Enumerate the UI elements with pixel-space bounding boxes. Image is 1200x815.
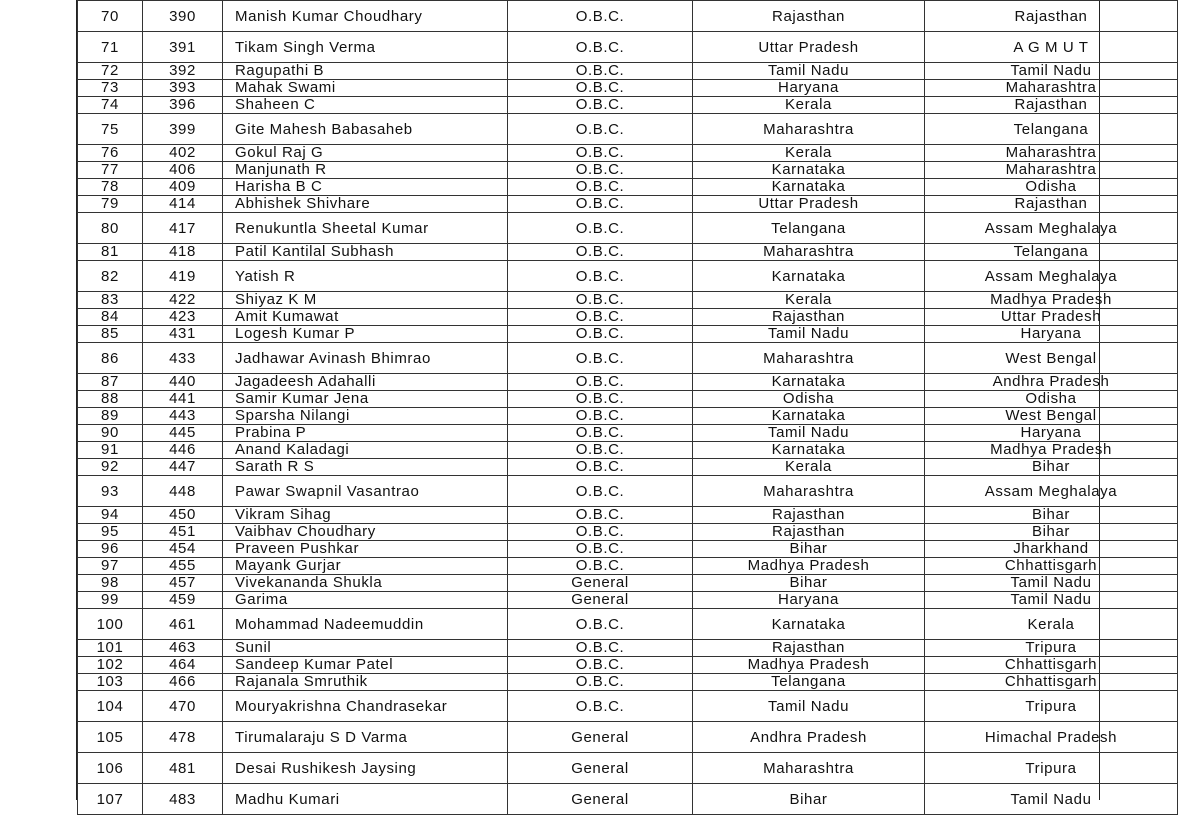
allocated-cadre-cell: Himachal Pradesh [925,722,1178,753]
allocated-cadre-cell: Chhattisgarh [925,674,1178,691]
serial-number-cell: 94 [78,507,143,524]
allocated-cadre-cell: Odisha [925,179,1178,196]
category-cell: O.B.C. [508,609,693,640]
table-row [78,63,1178,80]
rank-cell: 393 [143,80,223,97]
home-state-cell: Maharashtra [693,244,925,261]
allocated-cadre-cell: Tamil Nadu [925,63,1178,80]
candidate-name-cell: Garima [223,592,508,609]
candidate-name-cell: Vivekananda Shukla [223,575,508,592]
candidate-name-cell: Madhu Kumari [223,784,508,815]
category-cell: O.B.C. [508,507,693,524]
home-state-cell: Maharashtra [693,343,925,374]
candidate-name-cell: Manish Kumar Choudhary [223,1,508,32]
rank-cell: 457 [143,575,223,592]
home-state-cell: Telangana [693,213,925,244]
allocated-cadre-cell: Maharashtra [925,145,1178,162]
candidate-name-cell: Sunil [223,640,508,657]
serial-number-cell: 79 [78,196,143,213]
category-cell: O.B.C. [508,640,693,657]
serial-number-cell: 71 [78,32,143,63]
serial-number-cell: 82 [78,261,143,292]
allocated-cadre-cell: Tripura [925,691,1178,722]
rank-cell: 461 [143,609,223,640]
allocated-cadre-cell: Assam Meghalaya [925,476,1178,507]
allocated-cadre-cell: Tamil Nadu [925,784,1178,815]
home-state-cell: Kerala [693,97,925,114]
category-cell: General [508,753,693,784]
serial-number-cell: 95 [78,524,143,541]
rank-cell: 454 [143,541,223,558]
category-cell: O.B.C. [508,391,693,408]
allocated-cadre-cell: Haryana [925,326,1178,343]
allocated-cadre-cell: Maharashtra [925,80,1178,97]
table-row [78,442,1178,459]
serial-number-cell: 85 [78,326,143,343]
allocated-cadre-cell: Madhya Pradesh [925,292,1178,309]
rank-cell: 464 [143,657,223,674]
table-row [78,575,1178,592]
candidate-name-cell: Prabina P [223,425,508,442]
allocated-cadre-cell: West Bengal [925,343,1178,374]
home-state-cell: Bihar [693,784,925,815]
allocated-cadre-cell: Tripura [925,753,1178,784]
home-state-cell: Kerala [693,459,925,476]
allocated-cadre-cell: Tamil Nadu [925,575,1178,592]
allocated-cadre-cell: West Bengal [925,408,1178,425]
category-cell: O.B.C. [508,425,693,442]
rank-cell: 463 [143,640,223,657]
rank-cell: 402 [143,145,223,162]
candidate-name-cell: Rajanala Smruthik [223,674,508,691]
candidate-name-cell: Ragupathi B [223,63,508,80]
home-state-cell: Kerala [693,292,925,309]
home-state-cell: Maharashtra [693,114,925,145]
serial-number-cell: 102 [78,657,143,674]
candidate-name-cell: Harisha B C [223,179,508,196]
home-state-cell: Maharashtra [693,476,925,507]
table-row [78,114,1178,145]
candidate-name-cell: Vaibhav Choudhary [223,524,508,541]
candidate-name-cell: Sandeep Kumar Patel [223,657,508,674]
category-cell: General [508,722,693,753]
rank-cell: 447 [143,459,223,476]
home-state-cell: Tamil Nadu [693,691,925,722]
serial-number-cell: 98 [78,575,143,592]
rank-cell: 478 [143,722,223,753]
home-state-cell: Kerala [693,145,925,162]
serial-number-cell: 87 [78,374,143,391]
category-cell: O.B.C. [508,261,693,292]
allocated-cadre-cell: Kerala [925,609,1178,640]
table-row [78,326,1178,343]
table-row [78,292,1178,309]
serial-number-cell: 78 [78,179,143,196]
category-cell: O.B.C. [508,476,693,507]
home-state-cell: Odisha [693,391,925,408]
rank-cell: 481 [143,753,223,784]
candidate-name-cell: Mayank Gurjar [223,558,508,575]
rank-cell: 399 [143,114,223,145]
category-cell: O.B.C. [508,63,693,80]
category-cell: General [508,592,693,609]
candidate-name-cell: Shiyaz K M [223,292,508,309]
table-row [78,162,1178,179]
candidate-name-cell: Sparsha Nilangi [223,408,508,425]
rank-cell: 423 [143,309,223,326]
table-row [78,476,1178,507]
rank-cell: 417 [143,213,223,244]
rank-cell: 422 [143,292,223,309]
category-cell: O.B.C. [508,244,693,261]
table-row [78,524,1178,541]
rank-cell: 391 [143,32,223,63]
table-row [78,674,1178,691]
rank-cell: 470 [143,691,223,722]
home-state-cell: Karnataka [693,442,925,459]
table-row [78,32,1178,63]
table-row [78,261,1178,292]
rank-cell: 446 [143,442,223,459]
category-cell: O.B.C. [508,213,693,244]
home-state-cell: Uttar Pradesh [693,32,925,63]
rank-cell: 392 [143,63,223,80]
serial-number-cell: 106 [78,753,143,784]
rank-cell: 414 [143,196,223,213]
category-cell: O.B.C. [508,292,693,309]
candidate-name-cell: Logesh Kumar P [223,326,508,343]
serial-number-cell: 84 [78,309,143,326]
rank-cell: 396 [143,97,223,114]
category-cell: O.B.C. [508,657,693,674]
home-state-cell: Madhya Pradesh [693,558,925,575]
table-row [78,657,1178,674]
candidate-name-cell: Shaheen C [223,97,508,114]
allocated-cadre-cell: Odisha [925,391,1178,408]
rank-cell: 443 [143,408,223,425]
allocated-cadre-cell: A G M U T [925,32,1178,63]
table-row [78,558,1178,575]
rank-cell: 419 [143,261,223,292]
table-row [78,343,1178,374]
home-state-cell: Maharashtra [693,753,925,784]
rank-cell: 450 [143,507,223,524]
home-state-cell: Haryana [693,592,925,609]
rank-cell: 483 [143,784,223,815]
home-state-cell: Bihar [693,575,925,592]
rank-cell: 418 [143,244,223,261]
table-row [78,459,1178,476]
serial-number-cell: 80 [78,213,143,244]
serial-number-cell: 89 [78,408,143,425]
serial-number-cell: 83 [78,292,143,309]
allocated-cadre-cell: Telangana [925,244,1178,261]
table-row [78,145,1178,162]
home-state-cell: Karnataka [693,374,925,391]
home-state-cell: Telangana [693,674,925,691]
category-cell: O.B.C. [508,343,693,374]
serial-number-cell: 91 [78,442,143,459]
category-cell: General [508,784,693,815]
serial-number-cell: 93 [78,476,143,507]
home-state-cell: Rajasthan [693,507,925,524]
candidate-name-cell: Tirumalaraju S D Varma [223,722,508,753]
category-cell: O.B.C. [508,524,693,541]
category-cell: O.B.C. [508,326,693,343]
serial-number-cell: 96 [78,541,143,558]
category-cell: O.B.C. [508,459,693,476]
allocated-cadre-cell: Andhra Pradesh [925,374,1178,391]
candidate-name-cell: Manjunath R [223,162,508,179]
allocated-cadre-cell: Chhattisgarh [925,657,1178,674]
candidate-name-cell: Abhishek Shivhare [223,196,508,213]
table-row [78,425,1178,442]
rank-cell: 445 [143,425,223,442]
category-cell: O.B.C. [508,1,693,32]
home-state-cell: Bihar [693,541,925,558]
rank-cell: 406 [143,162,223,179]
allocated-cadre-cell: Madhya Pradesh [925,442,1178,459]
home-state-cell: Karnataka [693,408,925,425]
allocated-cadre-cell: Tripura [925,640,1178,657]
candidate-name-cell: Anand Kaladagi [223,442,508,459]
rank-cell: 441 [143,391,223,408]
category-cell: O.B.C. [508,442,693,459]
rank-cell: 440 [143,374,223,391]
rank-cell: 466 [143,674,223,691]
category-cell: O.B.C. [508,162,693,179]
serial-number-cell: 99 [78,592,143,609]
candidate-name-cell: Vikram Sihag [223,507,508,524]
table-row [78,179,1178,196]
category-cell: O.B.C. [508,32,693,63]
serial-number-cell: 75 [78,114,143,145]
category-cell: O.B.C. [508,558,693,575]
home-state-cell: Madhya Pradesh [693,657,925,674]
serial-number-cell: 73 [78,80,143,97]
category-cell: O.B.C. [508,408,693,425]
table-row [78,784,1178,815]
allocated-cadre-cell: Telangana [925,114,1178,145]
table-row [78,609,1178,640]
allocated-cadre-cell: Haryana [925,425,1178,442]
table-row [78,722,1178,753]
serial-number-cell: 76 [78,145,143,162]
home-state-cell: Uttar Pradesh [693,196,925,213]
serial-number-cell: 104 [78,691,143,722]
category-cell: O.B.C. [508,674,693,691]
candidate-name-cell: Patil Kantilal Subhash [223,244,508,261]
rank-cell: 455 [143,558,223,575]
serial-number-cell: 77 [78,162,143,179]
home-state-cell: Karnataka [693,609,925,640]
table-row [78,408,1178,425]
allocated-cadre-cell: Maharashtra [925,162,1178,179]
table-row [78,309,1178,326]
allocated-cadre-cell: Assam Meghalaya [925,261,1178,292]
rank-cell: 433 [143,343,223,374]
allocated-cadre-cell: Bihar [925,459,1178,476]
home-state-cell: Rajasthan [693,524,925,541]
candidate-name-cell: Gite Mahesh Babasaheb [223,114,508,145]
allocated-cadre-cell: Bihar [925,524,1178,541]
candidate-name-cell: Sarath R S [223,459,508,476]
candidate-name-cell: Renukuntla Sheetal Kumar [223,213,508,244]
serial-number-cell: 101 [78,640,143,657]
home-state-cell: Tamil Nadu [693,63,925,80]
allocated-cadre-cell: Tamil Nadu [925,592,1178,609]
category-cell: O.B.C. [508,114,693,145]
candidate-name-cell: Jagadeesh Adahalli [223,374,508,391]
category-cell: O.B.C. [508,80,693,97]
rank-cell: 448 [143,476,223,507]
allocated-cadre-cell: Assam Meghalaya [925,213,1178,244]
candidate-name-cell: Samir Kumar Jena [223,391,508,408]
candidate-name-cell: Tikam Singh Verma [223,32,508,63]
allocated-cadre-cell: Bihar [925,507,1178,524]
allocated-cadre-cell: Jharkhand [925,541,1178,558]
serial-number-cell: 86 [78,343,143,374]
table-row [78,541,1178,558]
serial-number-cell: 92 [78,459,143,476]
serial-number-cell: 74 [78,97,143,114]
serial-number-cell: 105 [78,722,143,753]
candidate-name-cell: Amit Kumawat [223,309,508,326]
allocated-cadre-cell: Uttar Pradesh [925,309,1178,326]
allocated-cadre-cell: Rajasthan [925,196,1178,213]
allocated-cadre-cell: Rajasthan [925,1,1178,32]
candidate-name-cell: Yatish R [223,261,508,292]
home-state-cell: Haryana [693,80,925,97]
serial-number-cell: 88 [78,391,143,408]
table-row [78,691,1178,722]
table-row [78,213,1178,244]
serial-number-cell: 72 [78,63,143,80]
table-row [78,374,1178,391]
category-cell: O.B.C. [508,309,693,326]
table-row [78,640,1178,657]
allocated-cadre-cell: Rajasthan [925,97,1178,114]
home-state-cell: Rajasthan [693,309,925,326]
category-cell: O.B.C. [508,97,693,114]
allocation-list-sheet [76,0,1118,808]
candidate-name-cell: Gokul Raj G [223,145,508,162]
table-row [78,753,1178,784]
category-cell: O.B.C. [508,196,693,213]
candidate-name-cell: Mahak Swami [223,80,508,97]
table-row [78,507,1178,524]
serial-number-cell: 70 [78,1,143,32]
home-state-cell: Karnataka [693,261,925,292]
rank-cell: 431 [143,326,223,343]
serial-number-cell: 97 [78,558,143,575]
serial-number-cell: 103 [78,674,143,691]
home-state-cell: Karnataka [693,162,925,179]
rank-cell: 459 [143,592,223,609]
candidate-name-cell: Pawar Swapnil Vasantrao [223,476,508,507]
category-cell: O.B.C. [508,374,693,391]
serial-number-cell: 100 [78,609,143,640]
table-row [78,244,1178,261]
table-row [78,196,1178,213]
allocation-table [77,0,1178,815]
serial-number-cell: 107 [78,784,143,815]
rank-cell: 409 [143,179,223,196]
category-cell: O.B.C. [508,541,693,558]
candidate-name-cell: Jadhawar Avinash Bhimrao [223,343,508,374]
candidate-name-cell: Desai Rushikesh Jaysing [223,753,508,784]
category-cell: O.B.C. [508,179,693,196]
allocated-cadre-cell: Chhattisgarh [925,558,1178,575]
allocation-table-body [78,1,1178,815]
home-state-cell: Rajasthan [693,640,925,657]
home-state-cell: Tamil Nadu [693,326,925,343]
table-row [78,1,1178,32]
home-state-cell: Tamil Nadu [693,425,925,442]
table-row [78,592,1178,609]
table-row [78,80,1178,97]
rank-cell: 451 [143,524,223,541]
category-cell: O.B.C. [508,145,693,162]
serial-number-cell: 90 [78,425,143,442]
home-state-cell: Karnataka [693,179,925,196]
candidate-name-cell: Mohammad Nadeemuddin [223,609,508,640]
table-row [78,97,1178,114]
home-state-cell: Rajasthan [693,1,925,32]
category-cell: O.B.C. [508,691,693,722]
candidate-name-cell: Mouryakrishna Chandrasekar [223,691,508,722]
category-cell: General [508,575,693,592]
rank-cell: 390 [143,1,223,32]
candidate-name-cell: Praveen Pushkar [223,541,508,558]
home-state-cell: Andhra Pradesh [693,722,925,753]
table-row [78,391,1178,408]
serial-number-cell: 81 [78,244,143,261]
